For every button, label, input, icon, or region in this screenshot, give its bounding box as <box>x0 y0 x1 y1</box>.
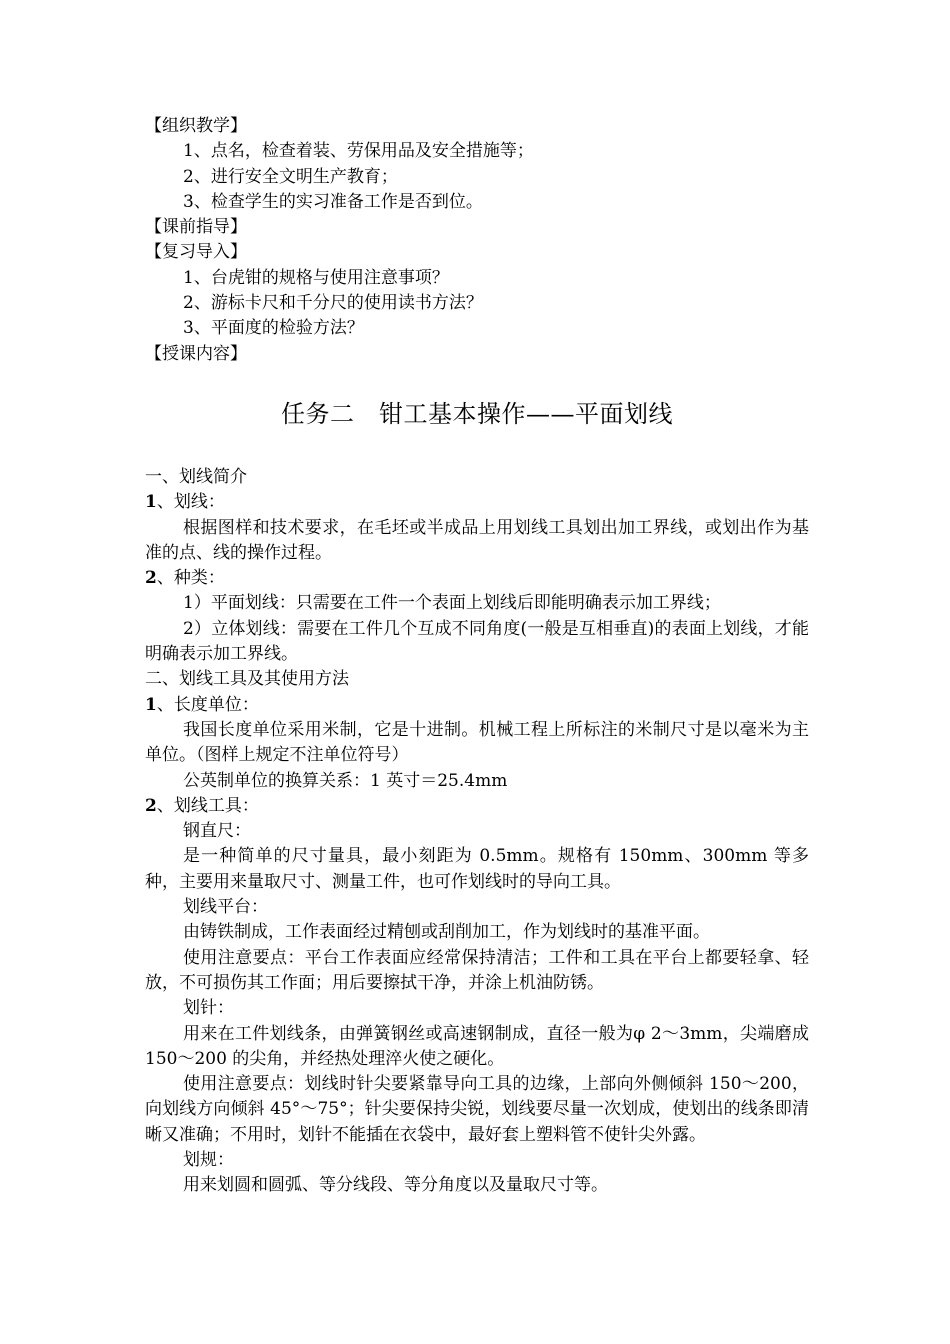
review-item-3: 3、平面度的检验方法？ <box>183 318 364 339</box>
scriber-note: 使用注意要点：划线时针尖要紧靠导向工具的边缘，上部向外侧倾斜 150～200，向划线方向倾斜 45°～75°；针尖要保持尖锐，划线要尽量一次划成，使划出的线条即清晰又准确；不用时，划针不能插在衣袋中，最好套上塑料管不使针尖外露。 <box>145 1074 809 1145</box>
review-item-1: 1、台虎钳的规格与使用注意事项？ <box>183 267 449 288</box>
sec1-p2-label-text: 、种类： <box>156 568 225 589</box>
divider-text: 用来划圆和圆弧、等分线段、等分角度以及量取尺寸等。 <box>183 1175 608 1196</box>
scriber-label: 划针： <box>183 998 234 1019</box>
sec2-p2-label-text: 、划线工具： <box>156 795 259 816</box>
ruler-label: 钢直尺： <box>183 821 251 842</box>
review-header: 【复习导入】 <box>145 242 247 263</box>
scriber-text: 用来在工件划线条，由弹簧钢丝或高速钢制成，直径一般为φ 2～3mm，尖端磨成 150～200 的尖角，并经热处理淬火使之硬化。 <box>145 1023 809 1069</box>
platform-text: 由铸铁制成，工作表面经过精刨或刮削加工，作为划线时的基准平面。 <box>183 922 710 943</box>
sec1-p1-label <box>145 490 809 515</box>
guide-header: 【课前指导】 <box>145 217 247 238</box>
sec1-p1-label-text: 、划线： <box>156 492 225 513</box>
sec1-p2-num: 2 <box>145 568 157 589</box>
sec2-p1-num: 1 <box>145 694 157 715</box>
sec1-p2-type1: 1）平面划线：只需要在工件一个表面上划线后即能明确表示加工界线； <box>183 593 721 614</box>
org-item-1: 1、点名，检查着装、劳保用品及安全措施等； <box>183 141 534 162</box>
sec1-p2-label <box>145 566 809 591</box>
sec1-heading: 一、划线简介 <box>145 466 247 487</box>
sec2-p1-conversion: 公英制单位的换算关系：1 英寸＝25.4mm <box>183 770 508 791</box>
sec1-p1-text: 根据图样和技术要求，在毛坯或半成品上用划线工具划出加工界线，或划出作为基准的点、线的操作过程。 <box>145 517 809 563</box>
document-body <box>145 114 809 1199</box>
teach-header: 【授课内容】 <box>145 343 247 364</box>
sec2-heading: 二、划线工具及其使用方法 <box>145 669 349 690</box>
ruler-text: 是一种简单的尺寸量具，最小刻距为 0.5mm。规格有 150mm、300mm 等多种，主要用来量取尺寸、测量工件，也可作划线时的导向工具。 <box>145 846 809 892</box>
platform-note: 使用注意要点：平台工作表面应经常保持清洁；工件和工具在平台上都要轻拿、轻放，不可损伤其工作面；用后要擦拭干净，并涂上机油防锈。 <box>145 947 809 993</box>
divider-label: 划规： <box>183 1149 234 1170</box>
sec2-p1-text: 我国长度单位采用米制，它是十进制。机械工程上所标注的米制尺寸是以毫米为主单位。（图样上规定不注单位符号） <box>145 719 809 766</box>
sec1-p1-num: 1 <box>145 492 157 513</box>
org-header: 【组织教学】 <box>145 116 247 136</box>
review-item-2: 2、游标卡尺和千分尺的使用读书方法？ <box>183 293 483 314</box>
org-item-2: 2、进行安全文明生产教育； <box>183 166 398 187</box>
platform-label: 划线平台： <box>183 897 268 918</box>
sec2-p2-label <box>145 794 809 819</box>
sec2-p1-label-text: 、长度单位： <box>156 694 259 715</box>
sec2-p2-num: 2 <box>145 795 157 816</box>
sec1-p2-type2: 2）立体划线：需要在工件几个互成不同角度(一般是互相垂直)的表面上划线，才能明确表示加工界线。 <box>145 618 809 665</box>
org-item-3: 3、检查学生的实习准备工作是否到位。 <box>183 191 483 212</box>
page-title: 任务二 钳工基本操作——平面划线 <box>281 399 673 428</box>
sec2-p1-label <box>145 693 809 718</box>
